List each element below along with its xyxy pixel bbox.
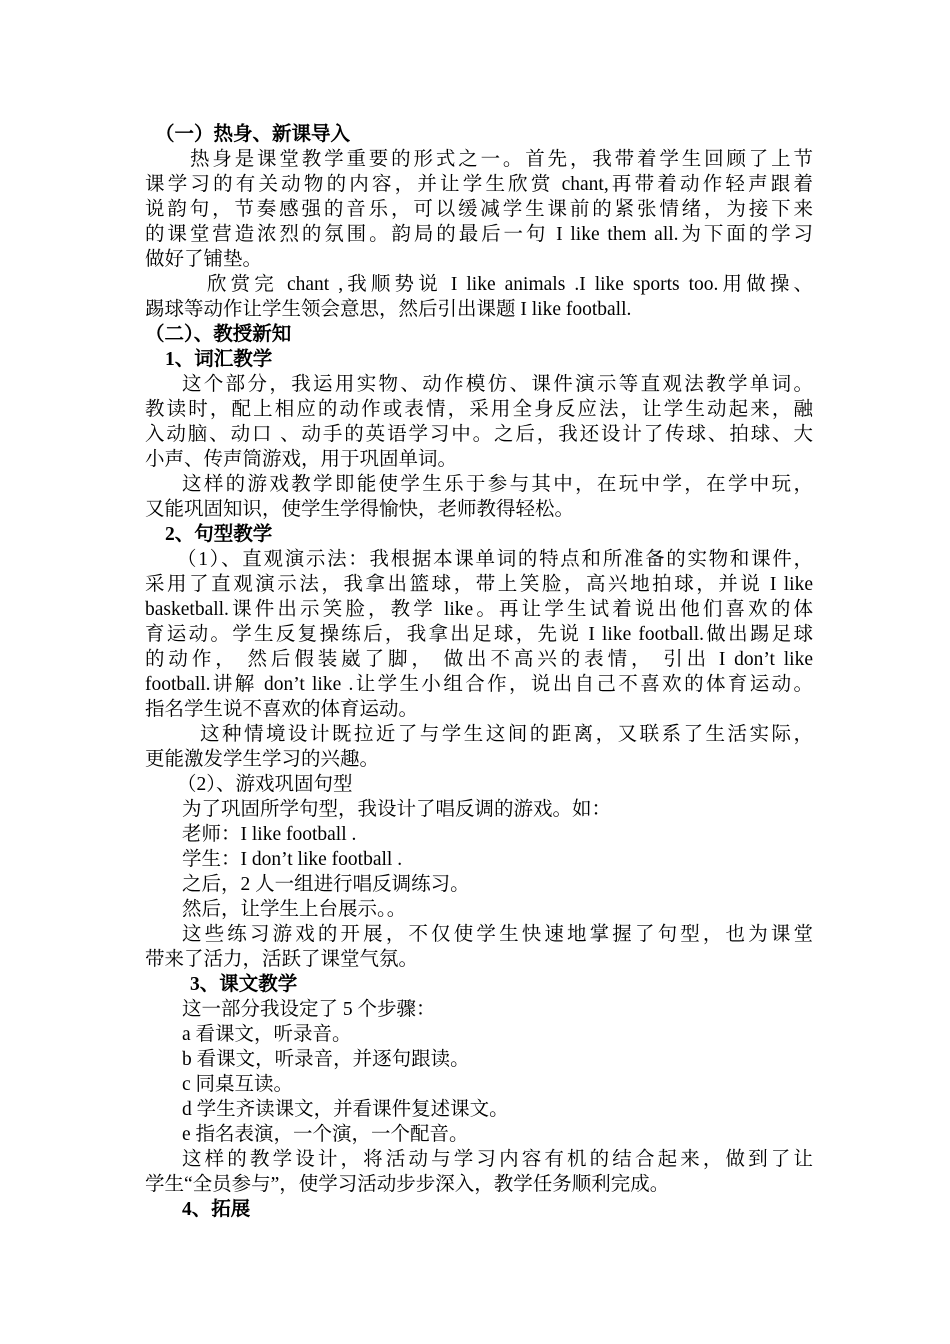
- text-line: 踢球等动作让学生领会意思，然后引出课题 I like football.: [145, 299, 632, 320]
- text-line: 说韵句，节奏感强的音乐，可以缓减学生课前的紧张情绪，为接下来: [145, 199, 813, 220]
- paragraph-game-lines: [145, 797, 813, 922]
- text-line: 热身是课堂教学重要的形式之一。首先，我带着学生回顾了上节: [190, 149, 813, 170]
- text-line: 的课堂营造浓烈的氛围。韵局的最后一句 I like them all.为下面的学习: [145, 224, 813, 245]
- text-line: 更能激发学生学习的兴趣。: [145, 749, 380, 770]
- paragraph-demonstration: [145, 547, 813, 722]
- text-line: 这种情境设计既拉近了与学生这间的距离，又联系了生活实际，: [200, 724, 813, 745]
- document-page: [145, 122, 813, 1222]
- text-line: 指名学生说不喜欢的体育运动。: [145, 699, 419, 720]
- list-item: c 同桌互读。: [182, 1074, 294, 1095]
- text-line: 这个部分，我运用实物、动作模仿、课件演示等直观法教学单词。: [182, 374, 813, 395]
- list-item: a 看课文，听录音。: [182, 1024, 352, 1045]
- list-item: e 指名表演，一个演，一个配音。: [182, 1124, 469, 1145]
- text-line: 老师：I like football .: [182, 824, 357, 845]
- subsection-heading-vocabulary: 1、词汇教学: [165, 349, 273, 370]
- paragraph-vocabulary: [145, 372, 813, 472]
- text-line: 然后，让学生上台展示。。: [182, 899, 407, 920]
- text-line: basketball.课件出示笑脸，教学 like。再让学生试着说出他们喜欢的体: [145, 599, 813, 620]
- text-line: 这些练习游戏的开展，不仅使学生快速地掌握了句型，也为课堂: [182, 924, 813, 945]
- subsection-heading-extension: 4、拓展: [182, 1199, 251, 1220]
- paragraph-title-game: （2）、游戏巩固句型: [177, 774, 353, 795]
- text-line: 为了巩固所学句型，我设计了唱反调的游戏。如：: [182, 799, 612, 820]
- subsection-heading-sentence: 2、句型教学: [165, 524, 273, 545]
- paragraph-game-summary: [145, 922, 813, 972]
- text-line: 带来了活力，活跃了课堂气氛。: [145, 949, 419, 970]
- text-line: 教读时，配上相应的动作或表情，采用全身反应法，让学生动起来，融: [145, 399, 813, 420]
- paragraph-text-steps: [145, 997, 813, 1147]
- paragraph-chant: [145, 272, 813, 322]
- paragraph-warmup: [145, 147, 813, 272]
- text-line: 又能巩固知识，使学生学得愉快，老师教得轻松。: [145, 499, 575, 520]
- text-line: 之后，2 人一组进行唱反调练习。: [182, 874, 470, 895]
- text-line: football.讲解 don’t like .让学生小组合作，说出自己不喜欢的体育运动。: [145, 674, 813, 695]
- text-line: 做好了铺垫。: [145, 249, 263, 270]
- text-line: 这一部分我设定了 5 个步骤：: [182, 999, 436, 1020]
- text-line: 的动作， 然后假装崴了脚， 做出不高兴的表情， 引出 I don’t like: [145, 649, 813, 670]
- text-line: 小声、传声筒游戏，用于巩固单词。: [145, 449, 458, 470]
- section-heading-warmup: （一）热身、新课导入: [155, 124, 351, 145]
- text-line: 这样的游戏教学即能使学生乐于参与其中，在玩中学，在学中玩，: [182, 474, 813, 495]
- text-line: 学生“全员参与”，使学习活动步步深入，教学任务顺利完成。: [145, 1174, 670, 1195]
- list-item: d 学生齐读课文，并看课件复述课文。: [182, 1099, 509, 1120]
- text-line: （1）、直观演示法：我根据本课单词的特点和所准备的实物和课件，: [177, 549, 813, 570]
- paragraph-situation: [145, 722, 813, 772]
- subsection-heading-text: 3、课文教学: [190, 974, 298, 995]
- text-line: 育运动。学生反复操练后，我拿出足球，先说 I like football.做出踢足球: [145, 624, 813, 645]
- text-line: 欣赏完 chant ,我顺势说 I like animals .I like sports too.用做操、: [207, 274, 813, 295]
- paragraph-vocabulary-games: [145, 472, 813, 522]
- paragraph-text-summary: [145, 1147, 813, 1197]
- text-line: 课学习的有关动物的内容，并让学生欣赏 chant,再带着动作轻声跟着: [145, 174, 813, 195]
- list-item: b 看课文，听录音，并逐句跟读。: [182, 1049, 470, 1070]
- section-heading-new-knowledge: （二）、教授新知: [145, 324, 292, 345]
- text-line: 入动脑、动口 、动手的英语学习中。之后，我还设计了传球、拍球、大: [145, 424, 813, 445]
- text-line: 这样的教学设计，将活动与学习内容有机的结合起来，做到了让: [182, 1149, 813, 1170]
- text-line: 学生：I don’t like football .: [182, 849, 403, 870]
- text-line: 采用了直观演示法，我拿出篮球，带上笑脸，高兴地拍球，并说 I like: [145, 574, 813, 595]
